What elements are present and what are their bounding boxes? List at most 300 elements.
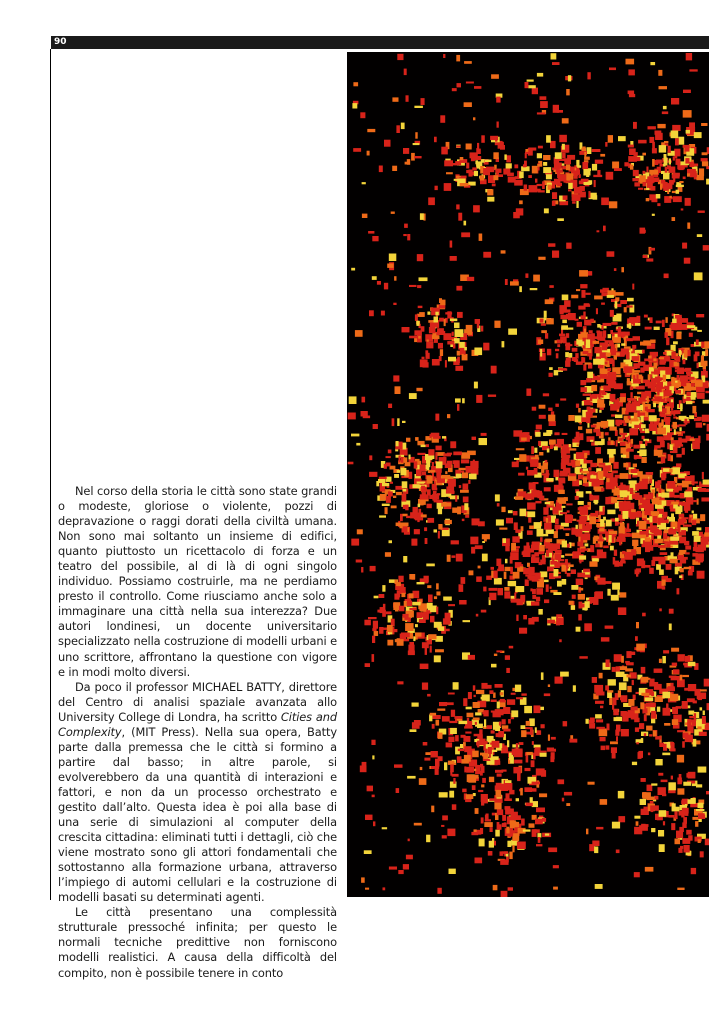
urban-cell	[448, 604, 455, 606]
urban-cell	[516, 448, 525, 450]
urban-cell	[481, 610, 487, 613]
urban-cell	[382, 483, 389, 486]
urban-cell	[559, 135, 567, 142]
urban-cell	[384, 140, 391, 147]
urban-cell	[675, 567, 679, 575]
urban-cell	[497, 774, 502, 777]
urban-cell	[399, 455, 401, 462]
urban-cell	[596, 827, 603, 830]
urban-cell	[473, 117, 475, 120]
urban-cell	[565, 361, 570, 367]
urban-cell	[393, 496, 396, 498]
urban-cell	[661, 180, 665, 184]
urban-cell	[444, 503, 451, 507]
urban-cell	[641, 508, 644, 511]
urban-cell	[633, 336, 641, 341]
urban-cell	[459, 584, 464, 592]
urban-cell	[698, 394, 701, 398]
urban-cell	[607, 251, 615, 256]
urban-cell	[462, 354, 468, 361]
urban-cell	[618, 537, 625, 542]
urban-cell	[450, 241, 453, 248]
urban-cell	[571, 295, 578, 299]
urban-cell	[674, 811, 677, 819]
urban-cell	[638, 140, 647, 144]
urban-cell	[676, 159, 681, 165]
urban-cell	[697, 694, 701, 699]
urban-cell	[614, 168, 622, 171]
urban-cell	[424, 758, 430, 761]
urban-cell	[436, 591, 440, 595]
urban-cell	[443, 54, 445, 58]
urban-cell	[498, 564, 504, 570]
urban-cell	[438, 531, 440, 539]
urban-cell	[495, 830, 500, 837]
urban-cell	[704, 679, 709, 687]
urban-cell	[676, 362, 678, 366]
urban-cell	[386, 496, 391, 503]
urban-cell	[642, 350, 645, 354]
urban-cell	[677, 483, 683, 485]
urban-cell	[483, 168, 490, 175]
urban-cell	[549, 285, 553, 288]
urban-cell	[523, 615, 527, 619]
urban-cell	[511, 693, 516, 695]
urban-cell	[540, 753, 547, 757]
urban-cell	[628, 436, 630, 443]
urban-cell	[624, 366, 633, 373]
urban-cell	[541, 323, 546, 326]
urban-cell	[453, 778, 455, 784]
urban-cell	[685, 656, 690, 662]
urban-cell	[525, 803, 532, 807]
urban-cell	[536, 730, 541, 735]
urban-cell	[418, 306, 423, 308]
urban-cell	[637, 471, 643, 477]
urban-cell	[483, 252, 491, 258]
urban-cell	[592, 677, 597, 683]
urban-cell	[547, 349, 551, 356]
urban-cell	[394, 764, 403, 767]
article-body	[58, 484, 337, 981]
urban-cell	[456, 554, 463, 562]
urban-cell	[552, 192, 557, 199]
urban-cell	[537, 184, 542, 186]
urban-cell	[619, 682, 627, 690]
urban-cell	[553, 105, 559, 113]
urban-cell	[698, 550, 700, 552]
urban-cell	[517, 842, 526, 850]
urban-cell	[608, 135, 613, 143]
urban-cell	[567, 328, 573, 330]
urban-cell	[642, 429, 644, 431]
urban-cell	[596, 308, 598, 314]
urban-cell	[630, 392, 632, 398]
urban-cell	[608, 334, 612, 338]
urban-cell	[621, 343, 625, 346]
urban-cell	[348, 462, 354, 465]
urban-cell	[436, 461, 443, 468]
urban-cell	[446, 742, 453, 747]
urban-cell	[671, 648, 679, 652]
urban-cell	[616, 314, 621, 317]
urban-cell	[607, 510, 615, 515]
urban-cell	[609, 201, 617, 208]
urban-cell	[534, 522, 542, 529]
urban-cell	[564, 792, 572, 796]
urban-cell	[372, 795, 375, 798]
urban-cell	[442, 835, 447, 838]
urban-cell	[641, 424, 646, 428]
urban-cell	[413, 591, 420, 598]
urban-cell	[449, 721, 457, 723]
urban-cell	[417, 453, 425, 455]
urban-cell	[537, 529, 544, 537]
urban-cell	[632, 284, 634, 290]
urban-cell	[469, 570, 474, 575]
urban-cell	[680, 404, 682, 412]
urban-cell	[619, 485, 623, 491]
urban-cell	[420, 664, 429, 669]
urban-cell	[567, 564, 573, 567]
urban-cell	[413, 143, 420, 145]
urban-cell	[655, 696, 663, 702]
urban-cell	[377, 281, 381, 285]
urban-growth-map-image	[347, 52, 709, 897]
urban-cell	[467, 277, 474, 281]
urban-cell	[576, 404, 579, 408]
urban-cell	[621, 695, 627, 702]
urban-cell	[590, 319, 594, 323]
urban-cell	[380, 494, 387, 501]
urban-cell	[699, 168, 704, 176]
urban-cell	[430, 616, 435, 623]
urban-cell	[401, 633, 410, 638]
urban-cell	[430, 646, 432, 653]
urban-cell	[641, 457, 646, 463]
urban-cell	[447, 453, 452, 455]
urban-cell	[613, 462, 618, 469]
urban-cell	[503, 707, 510, 714]
urban-cell	[506, 793, 510, 799]
urban-cell	[612, 667, 616, 672]
urban-cell	[461, 176, 467, 178]
urban-cell	[427, 585, 431, 588]
urban-cell	[513, 767, 521, 774]
urban-cell	[511, 599, 519, 603]
urban-cell	[620, 523, 625, 528]
urban-cell	[672, 174, 680, 178]
urban-cell	[660, 519, 669, 523]
urban-cell	[625, 668, 633, 671]
urban-cell	[352, 103, 357, 108]
urban-cell	[693, 514, 697, 519]
urban-cell	[427, 312, 430, 315]
urban-cell	[622, 551, 626, 554]
urban-cell	[493, 571, 497, 579]
urban-cell	[673, 669, 679, 674]
urban-cell	[628, 91, 635, 95]
urban-cell	[434, 596, 437, 599]
urban-cell	[618, 533, 623, 537]
urban-cell	[601, 488, 604, 492]
urban-cell	[677, 525, 680, 533]
urban-cell	[467, 451, 476, 456]
urban-cell	[379, 594, 385, 598]
urban-cell	[501, 250, 506, 253]
urban-cell	[639, 481, 648, 489]
urban-cell	[563, 721, 568, 726]
urban-cell	[623, 463, 628, 468]
urban-cell	[516, 460, 518, 463]
urban-cell	[524, 706, 532, 713]
urban-cell	[531, 760, 535, 767]
urban-cell	[421, 445, 426, 448]
urban-cell	[651, 179, 655, 182]
urban-cell	[495, 726, 500, 732]
urban-cell	[409, 393, 417, 399]
urban-cell	[557, 218, 564, 221]
urban-cell	[461, 459, 469, 463]
urban-cell	[421, 604, 427, 612]
urban-cell	[548, 684, 550, 687]
urban-cell	[585, 601, 590, 608]
urban-cell	[641, 693, 649, 696]
urban-cell	[463, 620, 471, 622]
urban-cell	[447, 702, 454, 705]
urban-cell	[670, 748, 676, 751]
urban-cell	[668, 790, 676, 793]
urban-cell	[544, 487, 551, 491]
urban-cell	[615, 297, 619, 301]
urban-cell	[521, 693, 526, 695]
urban-cell	[360, 112, 365, 118]
urban-cell	[538, 146, 543, 149]
urban-cell	[677, 679, 685, 687]
urban-cell	[651, 692, 654, 696]
urban-cell	[592, 841, 599, 847]
urban-cell	[700, 514, 705, 521]
urban-cell	[397, 470, 401, 473]
urban-cell	[481, 784, 484, 787]
urban-cell	[569, 448, 576, 450]
urban-cell	[371, 740, 375, 745]
urban-cell	[603, 323, 612, 326]
urban-cell	[403, 556, 407, 562]
urban-cell	[566, 533, 570, 536]
urban-cell	[538, 340, 543, 345]
urban-cell	[546, 470, 549, 477]
urban-cell	[671, 823, 675, 830]
urban-cell	[474, 382, 478, 389]
urban-cell	[619, 592, 626, 597]
urban-cell	[523, 829, 531, 831]
urban-cell	[706, 791, 709, 794]
urban-cell	[641, 392, 646, 400]
urban-cell	[589, 561, 597, 567]
urban-cell	[520, 788, 523, 796]
urban-cell	[450, 495, 459, 499]
urban-cell	[697, 571, 705, 579]
urban-cell	[368, 231, 374, 234]
urban-cell	[464, 61, 472, 64]
urban-cell	[406, 438, 410, 442]
urban-cell	[505, 559, 508, 564]
urban-cell	[443, 618, 451, 624]
urban-cell	[682, 481, 689, 488]
urban-cell	[614, 550, 617, 556]
urban-cell	[479, 839, 485, 847]
urban-cell	[535, 747, 541, 751]
urban-cell	[618, 816, 625, 822]
urban-cell	[659, 659, 662, 663]
urban-cell	[508, 719, 511, 724]
urban-cell	[618, 327, 622, 334]
urban-cell	[433, 498, 436, 501]
urban-cell	[600, 154, 605, 157]
urban-cell	[676, 706, 682, 709]
urban-cell	[562, 433, 568, 435]
urban-cell	[632, 533, 640, 539]
urban-cell	[598, 471, 604, 479]
urban-cell	[426, 342, 433, 349]
urban-cell	[659, 608, 662, 611]
paragraph-3: Le città presentano una complessità strutturale pressoché infinita; per questo le normali tecniche predittive non forniscono modelli realistici. A causa della difficoltà del compito, non è possibile tenere in conto	[58, 905, 337, 980]
urban-cell	[436, 720, 440, 726]
urban-cell	[553, 887, 558, 890]
urban-cell	[434, 317, 439, 323]
urban-cell	[553, 507, 559, 514]
urban-cell	[601, 439, 605, 445]
urban-cell	[624, 307, 627, 312]
urban-cell	[563, 195, 568, 200]
urban-cell	[596, 692, 605, 696]
urban-cell	[432, 488, 437, 491]
urban-cell	[615, 334, 618, 337]
urban-cell	[552, 251, 559, 258]
urban-cell	[634, 718, 639, 723]
urban-cell	[628, 710, 635, 718]
urban-cell	[392, 166, 397, 171]
urban-cell	[544, 208, 549, 213]
urban-cell	[681, 324, 688, 330]
urban-cell	[654, 327, 660, 330]
urban-cell	[534, 468, 538, 475]
urban-cell	[463, 736, 470, 742]
urban-cell	[595, 701, 604, 704]
urban-cell	[583, 483, 589, 486]
urban-cell	[600, 337, 606, 341]
urban-cell	[468, 655, 475, 660]
urban-cell	[675, 156, 678, 158]
urban-cell	[420, 494, 429, 499]
urban-cell	[560, 483, 563, 487]
urban-cell	[435, 768, 439, 775]
urban-cell	[565, 554, 573, 556]
urban-cell	[656, 321, 662, 324]
urban-cell	[676, 831, 683, 839]
urban-cell	[502, 815, 506, 821]
urban-cell	[540, 571, 548, 577]
urban-cell	[523, 568, 529, 574]
urban-cell	[626, 449, 634, 452]
urban-cell	[612, 751, 616, 759]
urban-cell	[502, 851, 509, 854]
urban-cell	[396, 788, 400, 793]
urban-cell	[673, 156, 675, 160]
urban-cell	[677, 788, 684, 794]
urban-cell	[505, 545, 509, 551]
urban-cell	[439, 318, 444, 322]
urban-cell	[452, 508, 458, 513]
urban-cell	[668, 167, 675, 173]
urban-cell	[590, 495, 593, 501]
urban-cell	[531, 601, 539, 605]
urban-cell	[409, 593, 414, 598]
urban-cell	[702, 716, 706, 724]
urban-cell	[562, 295, 569, 301]
urban-cell	[629, 428, 638, 435]
urban-cell	[703, 423, 706, 425]
urban-cell	[458, 721, 467, 724]
urban-cell	[663, 164, 666, 167]
urban-cell	[639, 175, 646, 182]
urban-cell	[645, 537, 651, 541]
urban-cell	[606, 659, 610, 667]
urban-cell	[599, 410, 601, 413]
urban-cell	[415, 624, 418, 627]
urban-cell	[414, 529, 420, 534]
urban-cell	[348, 413, 356, 420]
urban-cell	[505, 279, 508, 285]
urban-cell	[364, 620, 371, 626]
urban-cell	[693, 500, 697, 502]
urban-cell	[587, 409, 595, 413]
urban-cell	[497, 761, 500, 765]
urban-cell	[426, 460, 430, 467]
urban-cell	[701, 123, 707, 126]
urban-cell	[669, 180, 674, 185]
urban-cell	[457, 357, 460, 363]
urban-cell	[589, 479, 597, 482]
urban-cell	[682, 838, 690, 844]
urban-cell	[666, 564, 672, 570]
urban-cell	[671, 455, 674, 461]
urban-cell	[686, 773, 693, 778]
urban-cell	[494, 803, 501, 810]
urban-cell	[694, 132, 702, 138]
urban-cell	[416, 321, 419, 326]
urban-cell	[600, 289, 603, 292]
urban-cell	[572, 595, 576, 599]
urban-cell	[668, 454, 671, 461]
urban-cell	[698, 803, 704, 808]
urban-cell	[516, 697, 523, 699]
urban-cell	[682, 243, 687, 249]
urban-cell	[482, 554, 488, 562]
urban-cell	[702, 152, 708, 155]
urban-cell	[648, 753, 650, 756]
urban-cell	[615, 518, 619, 522]
urban-cell	[584, 623, 592, 631]
urban-cell	[563, 176, 565, 180]
urban-cell	[466, 82, 474, 84]
urban-cell	[543, 162, 547, 166]
urban-cell	[519, 200, 523, 204]
urban-cell	[566, 164, 570, 170]
urban-cell	[691, 798, 696, 804]
urban-cell	[355, 330, 363, 337]
